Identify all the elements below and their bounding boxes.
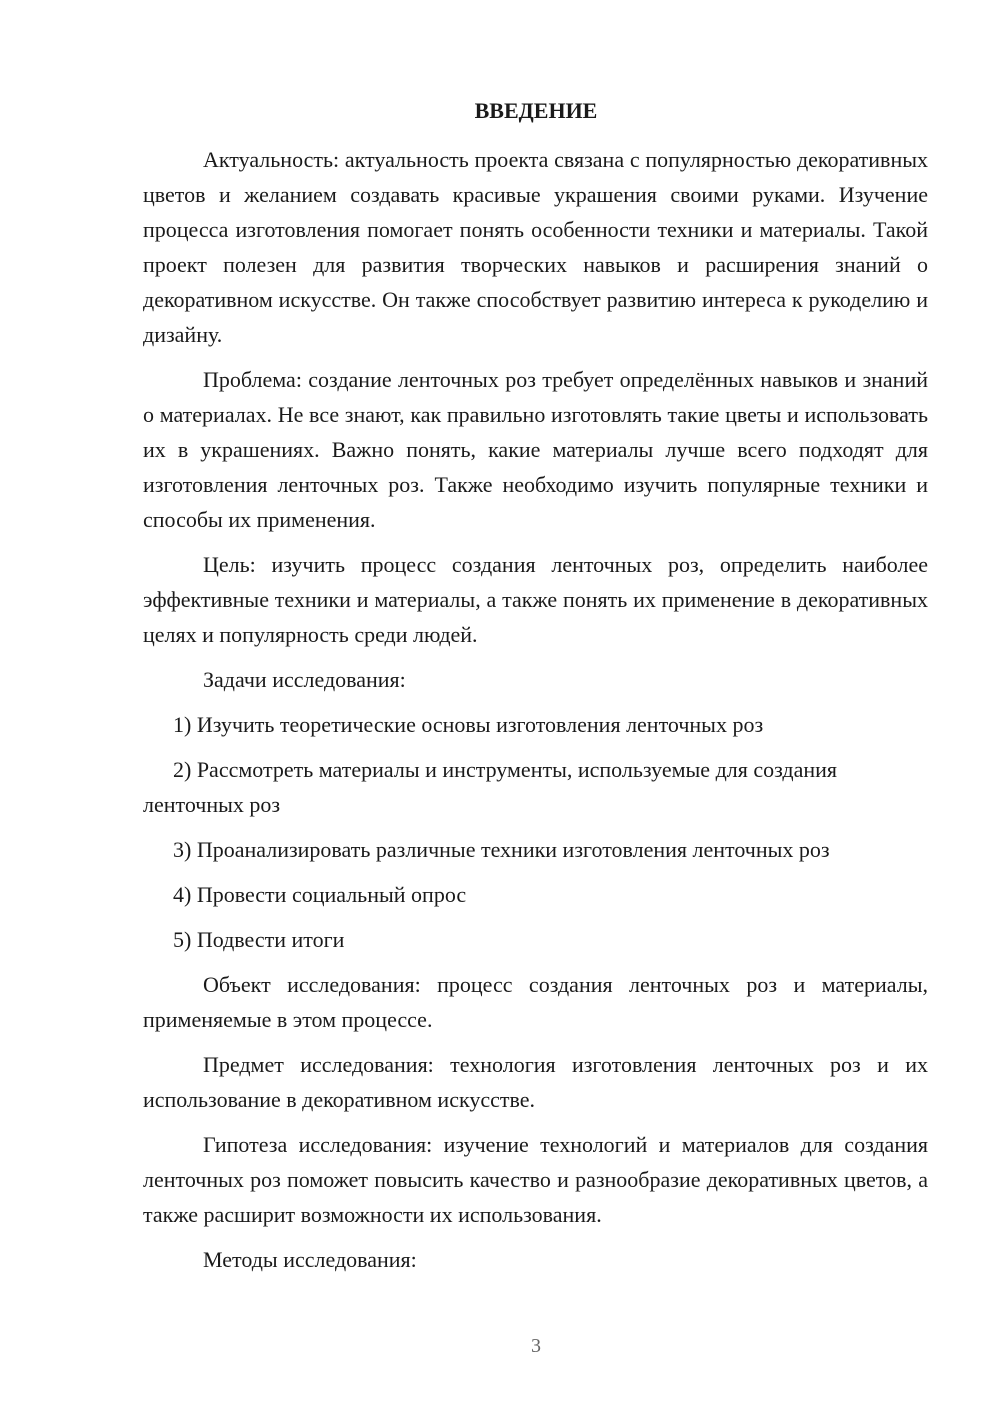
tasks-heading: Задачи исследования: bbox=[203, 667, 406, 692]
paragraph-relevance: Актуальность: актуальность проекта связана с популярностью декоративных цветов и желанием создавать красивые украшения своими руками. Изучение процесса изготовления помогает понять особенности техники и материалы. Такой проект полезен для развития творческих навыков и расширения знаний о декоративном искусстве. Он также способствует развитию интереса к рукоделию и дизайну. bbox=[143, 147, 928, 347]
paragraph-subject: Предмет исследования: технология изготовления ленточных роз и их использование в декоративном искусстве. bbox=[143, 1052, 928, 1112]
methods-heading: Методы исследования: bbox=[203, 1247, 417, 1272]
document-body bbox=[143, 142, 928, 1287]
paragraph-hypothesis: Гипотеза исследования: изучение технологий и материалов для создания ленточных роз поможет повысить качество и разнообразие декоративных цветов, а также расширит возможности их использования. bbox=[143, 1132, 928, 1227]
task-item-2: 2) Рассмотреть материалы и инструменты, используемые для создания ленточных роз bbox=[143, 757, 838, 817]
page-title: ВВЕДЕНИЕ bbox=[474, 98, 598, 123]
paragraph-goal: Цель: изучить процесс создания ленточных роз, определить наиболее эффективные техники и материалы, а также понять их применение в декоративных целях и популярность среди людей. bbox=[143, 552, 928, 647]
paragraph-problem: Проблема: создание ленточных роз требует определённых навыков и знаний о материалах. Не все знают, как правильно изготовлять такие цветы и использовать их в украшениях. Важно понять, какие материалы лучше всего подходят для изготовления ленточных роз. Также необходимо изучить популярные техники и способы их применения. bbox=[143, 367, 928, 532]
task-item-5: 5) Подвести итоги bbox=[173, 927, 345, 952]
task-item-1: 1) Изучить теоретические основы изготовления ленточных роз bbox=[173, 712, 764, 737]
page-number: 3 bbox=[531, 1335, 541, 1357]
task-item-3: 3) Проанализировать различные техники изготовления ленточных роз bbox=[173, 837, 830, 862]
task-item-4: 4) Провести социальный опрос bbox=[173, 882, 467, 907]
paragraph-object: Объект исследования: процесс создания ленточных роз и материалы, применяемые в этом процессе. bbox=[143, 972, 928, 1032]
